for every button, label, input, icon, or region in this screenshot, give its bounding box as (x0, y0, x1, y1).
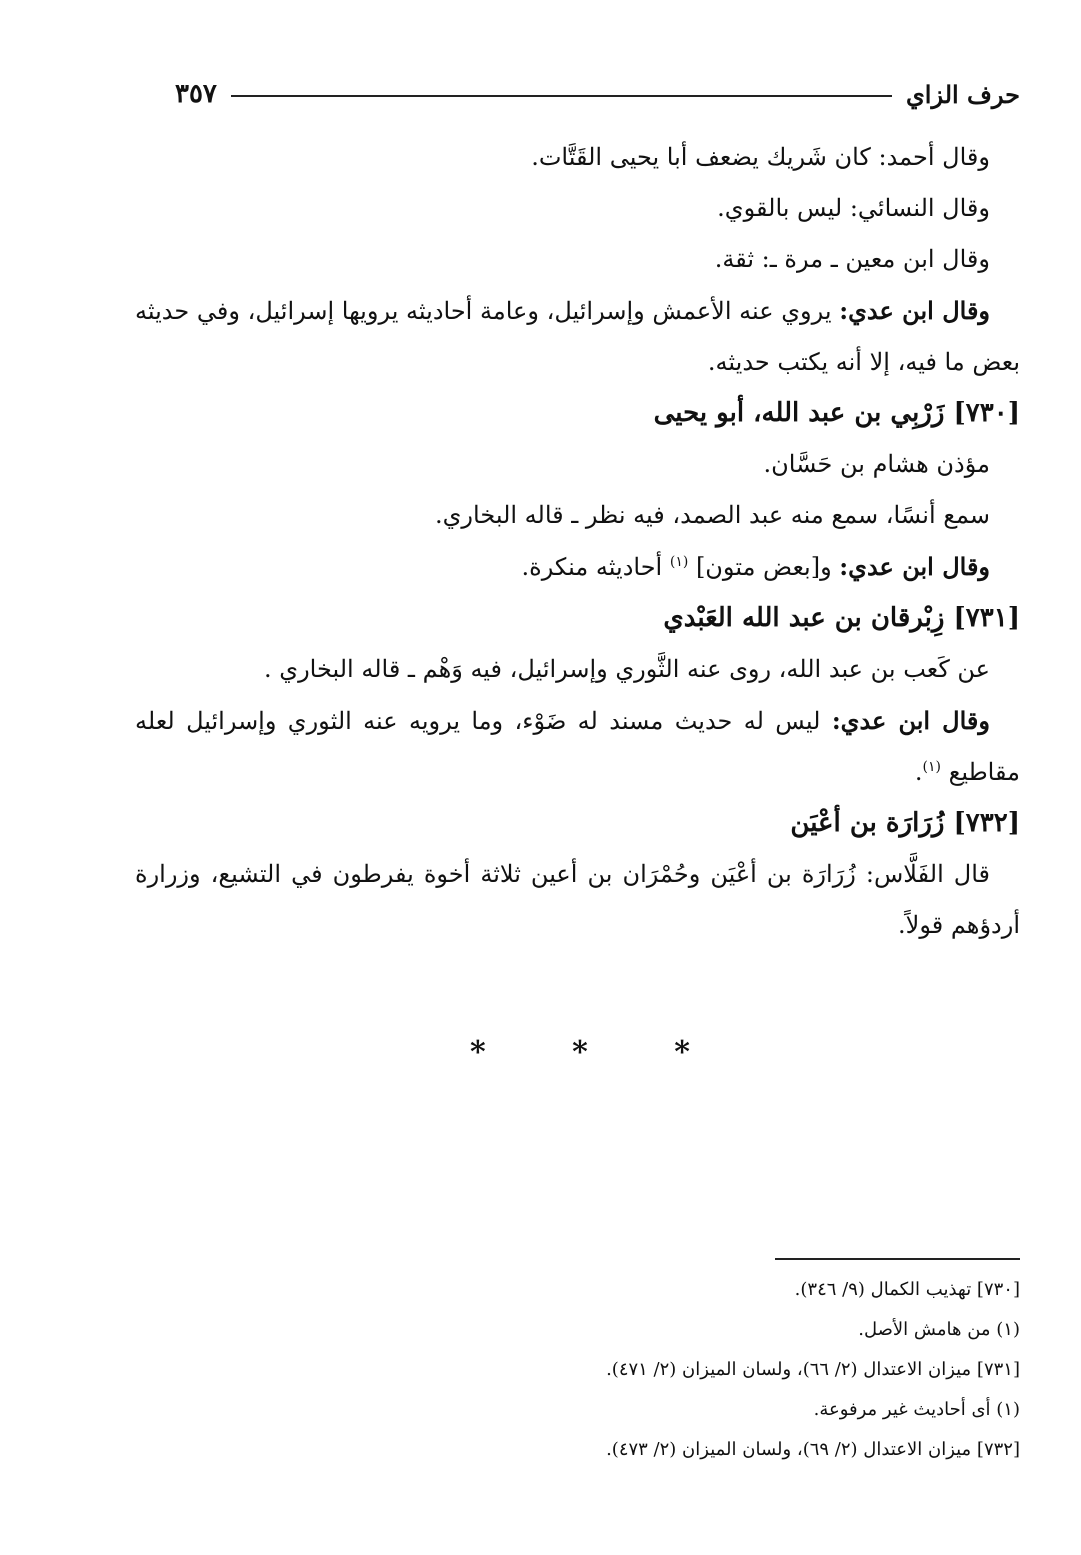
bold-lead: وقال ابن عدي: (839, 552, 990, 581)
section-separator (470, 1035, 690, 1070)
footnote: [٧٣٢] ميزان الاعتدال (٢/ ٦٩)، ولسان الميزان (٢/ ٤٧٣). (606, 1439, 1020, 1460)
running-header (175, 76, 1020, 112)
asterisk: * (674, 1035, 690, 1070)
footnote-marker: (١) (669, 554, 689, 570)
entry-heading-730: [٧٣٠] زَرْبِي بن عبد الله، أبو يحيى (653, 398, 1020, 428)
footnote: (١) أى أحاديث غير مرفوعة. (813, 1399, 1020, 1420)
text-line: وقال النسائي: ليس بالقوي. (717, 194, 990, 222)
footnote: [٧٣١] ميزان الاعتدال (٢/ ٦٦)، ولسان الميزان (٢/ ٤٧١). (606, 1359, 1020, 1380)
text-paragraph: وقال ابن عدي: ليس له حديث مسند له ضَوْء، وما يرويه عنه الثوري وإسرائيل لعله مقاطيع $^{(١)}$. (135, 706, 1020, 786)
chapter-title: حرف الزاي (906, 79, 1020, 109)
text-line: وقال أحمد: كان شَريك يضعف أبا يحيى القَتَّات. (531, 143, 990, 171)
text-line: عن كَعب بن عبد الله، روى عنه الثَّوري وإسرائيل، فيه وَهْم ـ قاله البخاري . (264, 655, 990, 683)
text-line: مؤذن هشام بن حَسَّان. (763, 450, 990, 478)
bold-lead: وقال ابن عدي: (839, 296, 990, 325)
text-line: وقال ابن معين ـ مرة ـ: ثقة. (714, 245, 990, 273)
asterisk: * (470, 1035, 486, 1070)
text-line: سمع أنسًا، سمع منه عبد الصمد، فيه نظر ـ قاله البخاري. (435, 501, 990, 529)
footnote-marker: (١) (922, 759, 941, 775)
text-paragraph: قال الفَلَّاس: زُرَارَة بن أعْيَن وحُمْرَان بن أعين ثلاثة أخوة يفرطون في التشيع، وزرارة أردؤهم قولاً. (135, 860, 1020, 939)
main-text (135, 132, 1020, 951)
entry-heading-731: [٧٣١] زِبْرقان بن عبد الله العَبْدي (663, 603, 1020, 633)
asterisk: * (572, 1035, 588, 1070)
footnote-rule (775, 1258, 1020, 1260)
footnote: (١) من هامش الأصل. (858, 1319, 1020, 1340)
footnote: [٧٣٠] تهذيب الكمال (٩/ ٣٤٦). (794, 1279, 1020, 1300)
header-rule (231, 95, 892, 97)
text-line: وقال ابن عدي: و[بعض متون] $^{(١)}$ أحاديثه منكرة. (521, 552, 990, 581)
text-paragraph: وقال ابن عدي: يروي عنه الأعمش وإسرائيل، وعامة أحاديثه يرويها إسرائيل، وفي حديثه بعض ما فيه، إلا أنه يكتب حديثه. (135, 296, 1020, 376)
entry-heading-732: [٧٣٢] زُرَارَة بن أعْيَن (790, 808, 1020, 838)
footnotes (300, 1270, 1020, 1470)
bold-lead: وقال ابن عدي: (831, 706, 990, 735)
page-number: ٣٥٧ (175, 79, 217, 109)
